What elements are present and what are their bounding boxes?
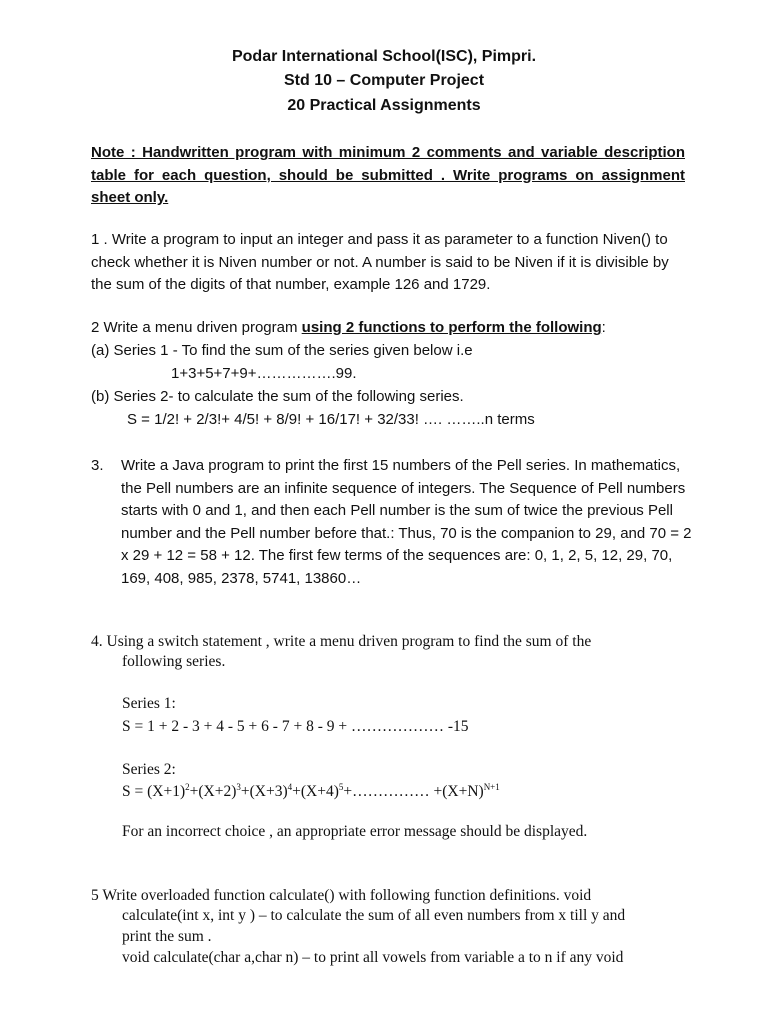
question-5-line-4: void calculate(char a,char n) – to print all vowels from variable a to n if any void — [122, 949, 624, 966]
question-2-emphasis: using 2 functions to perform the following — [301, 319, 602, 336]
question-5-line-1: 5 Write overloaded function calculate() with following function definitions. void — [91, 887, 592, 904]
question-5-line-3: print the sum . — [122, 928, 212, 945]
series-1-expression: 1+3+5+7+9+…………….99. — [171, 365, 357, 382]
series-2-expression: S = 1/2! + 2/3!+ 4/5! + 8/9! + 16/17! + 32/33! …. ……..n terms — [127, 411, 535, 428]
series-2-formula: $S = (X+1)^2+(X+2)^3+(X+3)^4+(X+4)^5+\dots\dots\dots\dots\dots +(X+N)^{N+1}$ — [122, 781, 500, 800]
question-1: 1 . Write a program to input an integer and pass it as parameter to a function Niven() to check whether it is Niven number or not. A number is said to be Niven if it is divisible by the sum of the digits of that number, example 126 and 1729. — [91, 231, 669, 293]
series-2-heading: Series 2: — [122, 761, 176, 778]
series-2-label: (b) Series 2- to calculate the sum of the following series. — [91, 388, 464, 405]
submission-note: Note : Handwritten program with minimum 2 comments and variable description table for each question, should be submitted . Write programs on assignment sheet only. — [91, 144, 685, 206]
question-2-intro: 2 Write a menu driven program using 2 functions to perform the following: — [91, 319, 606, 336]
school-name: Podar International School(ISC), Pimpri. — [231, 48, 537, 65]
question-3-number: 3. — [91, 457, 104, 474]
question-5-line-2: calculate(int x, int y ) – to calculate the sum of all even numbers from x till y and — [122, 907, 626, 924]
question-3 — [91, 455, 701, 590]
series-1-heading: Series 1: — [122, 695, 176, 712]
assignments-title: 20 Practical Assignments — [287, 97, 481, 114]
question-4-line-2: following series. — [122, 653, 226, 670]
series-1-label: (a) Series 1 - To find the sum of the series given below i.e — [91, 342, 473, 359]
question-4-line-1: 4. Using a switch statement , write a menu driven program to find the sum of the — [91, 633, 592, 650]
question-3-text: Write a Java program to print the first 15 numbers of the Pell series. In mathematics, the Pell numbers are an infinite sequence of integers. The Sequence of Pell numbers starts with 0 and 1, and then each Pell number is the sum of twice the previous Pell number and the Pell number before that.: Thus, 70 is the companion to 29, and 70 = 2 x 29 + 12 = 58 + 12. The first few terms of the sequences are: 0, 1, 2, 5, 12, 29, 70, 169, 408, 985, 2378, 5741, 13860… — [121, 457, 692, 587]
series-1-formula: S = 1 + 2 - 3 + 4 - 5 + 6 - 7 + 8 - 9 + ……………… -15 — [122, 718, 469, 735]
error-message-requirement: For an incorrect choice , an appropriate error message should be displayed. — [122, 823, 588, 840]
std-title: Std 10 – Computer Project — [283, 72, 485, 89]
